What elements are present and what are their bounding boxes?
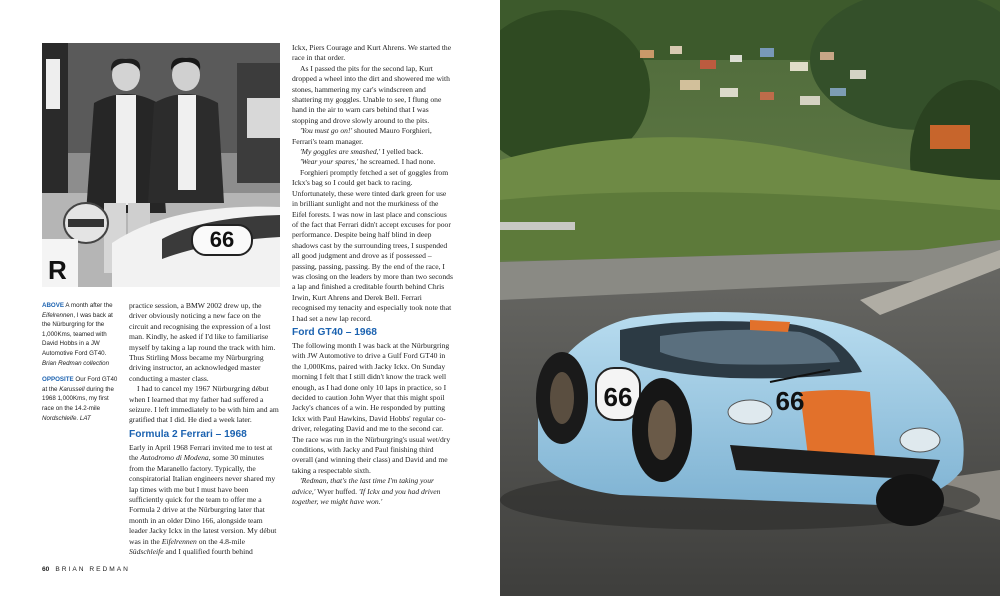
caption-opposite-italic: Karussell: [59, 385, 85, 393]
text-run: Early in April 1968 Ferrari invited me to test at the: [129, 442, 273, 463]
caption-opposite-end: .: [76, 414, 79, 422]
paragraph: [292, 157, 454, 167]
running-head: BRIAN REDMAN: [55, 566, 130, 573]
text-run: I yelled back.: [382, 147, 424, 157]
caption-opposite-text: Our Ford GT40 at the: [42, 376, 118, 393]
caption-above-italic: Eifelrennen: [42, 311, 74, 319]
caption-opposite-rest: during the 1968 1,000Kms, my first race on the 14.2-mile: [42, 385, 114, 412]
drivers-photo: [42, 43, 280, 287]
text-run-italic: Eifelrennen: [161, 536, 197, 546]
car-side-number: 66: [603, 382, 633, 412]
paragraph: [292, 476, 454, 507]
paragraph: Forghieri promptly fetched a set of goggles from Ickx's bag so I could get back to racing. Unfortunately, these were tinted dark green for use in brilliant sunlight and not the murkiness of the Eifel forests. I was now in last place and conscious of the fact that Ferrari didn't accept excuses for poor performance. Despite being half blind in deep shadows cast by the surrounding trees, I suspended all good judgment and drove as if possessed – passing, passing, passing. By the end of the race, I was closing on the leaders by more than two seconds a lap and finished a creditable fourth behind Chris Irwin, Kurt Ahrens and Derek Bell. Ferrari recognised my tenacity and especially took note that I had set a new lap record.: [292, 167, 453, 323]
paragraph: [292, 147, 454, 157]
quote: 'Redman, that's the last time I'm taking your advice,': [292, 476, 434, 496]
paragraph: Ickx, Piers Courage and Kurt Ahrens. We started the race in that order.: [292, 43, 452, 63]
quote: 'Wear your spares,': [300, 157, 359, 167]
quote: 'You must go on!': [300, 126, 353, 136]
race-photo-drawing: [500, 0, 1000, 596]
svg-text:R: R: [48, 255, 67, 285]
text-run: on the 4.8-mile: [198, 536, 245, 546]
page-number: 60: [42, 566, 50, 573]
text-run-italic: Autodromo di Modena: [140, 453, 209, 463]
caption-above-text: A month after the: [65, 302, 113, 309]
caption-opposite: [42, 375, 120, 423]
middle-column: [129, 301, 279, 557]
paragraph: The following month I was back at the Nürburgring with JW Automotive to drive a Gulf Ford GT40 in the 1,000Kms, paired with Jacky Ickx. On Sunday morning I felt that I still didn't know the track well enough, as I had done only 10 laps in practice, so I decided to caution John Wyer that this might spoil Jacky's chances of a win. He responded by putting Ickx with Paul Hawkins, David Hobbs' regular co-driver, relegating David and me to the second car. The race was run in the Nürburgring's usual wet/dry conditions, with Jacky and Paul finishing third overall (and winning their class) and David and me taking a respectable sixth.: [292, 340, 451, 475]
section-heading-gt40: Ford GT40 – 1968: [292, 326, 377, 338]
caption-above-lead: ABOVE: [42, 302, 65, 309]
paragraph: practice session, a BMW 2002 drew up, the driver obviously noticing a new face on the circuit and recognising the expression of a lost man. Kindly, he asked if I'd like to familiarise myself by taking a lap round the track with him. Thus Stirling Moss became my Nürburgring driving instructor, an acknowledged master conducting a master class.: [129, 301, 276, 383]
text-run: shouted Mauro Forghieri, Ferrari's team manager.: [292, 126, 432, 146]
race-photo: [500, 0, 1000, 596]
photo-car-number: 66: [209, 227, 235, 252]
text-run-italic: Südschleife: [129, 546, 164, 556]
page-footer: [42, 566, 130, 573]
section-heading-formula2: Formula 2 Ferrari – 1968: [129, 428, 247, 440]
car-hood-number: 66: [775, 386, 805, 416]
caption-opposite-lead: OPPOSITE: [42, 376, 74, 384]
photo-captions: [42, 301, 120, 430]
paragraph: I had to cancel my 1967 Nürburgring début when I learned that my father had suffered a seizure. I left immediately to be with him and am gratified that I did. He died a week later.: [129, 384, 279, 425]
caption-above-credit: Brian Redman collection: [42, 359, 110, 367]
text-run: , some 30 minutes from the Maranello factory. Typically, the conspiratorial Italian engineers never shared my lap times with me but I must have been sufficiently quick for the team to offer me a Formula 2 drive at the Nürburgring later that month in an older Dino 166, alongside team leader Jacky Ickx in the latest version. My début was in the: [129, 453, 277, 546]
drivers-photo-drawing: [42, 43, 280, 287]
text-run: he screamed. I had none.: [360, 157, 436, 167]
paragraph: [292, 126, 454, 147]
caption-opposite-credit: LAT: [79, 414, 91, 422]
paragraph-formula2: [129, 443, 279, 557]
text-run: Wyer huffed.: [317, 486, 357, 496]
quote: 'If Ickx and you had driven together, we might have won.': [292, 486, 441, 507]
caption-above: [42, 301, 120, 368]
paragraph: As I passed the pits for the second lap, Kurt dropped a wheel into the dirt and showered me with stones, hammering my car's windscreen and shattering my goggles. Unable to see, I flung one hand in the air to warn cars behind that I was stopping and drove slowly around to the pits.: [292, 63, 450, 125]
text-run: and I qualified fourth behind: [165, 546, 253, 556]
quote: 'My goggles are smashed,': [300, 147, 381, 157]
caption-above-rest: , I was back at the Nürburgring for the 1,000Kms, teamed with David Hobbs in a JW Automotive Ford GT40.: [42, 311, 113, 357]
right-column: [292, 43, 454, 507]
caption-opposite-italic2: Nordschleife: [42, 414, 77, 422]
